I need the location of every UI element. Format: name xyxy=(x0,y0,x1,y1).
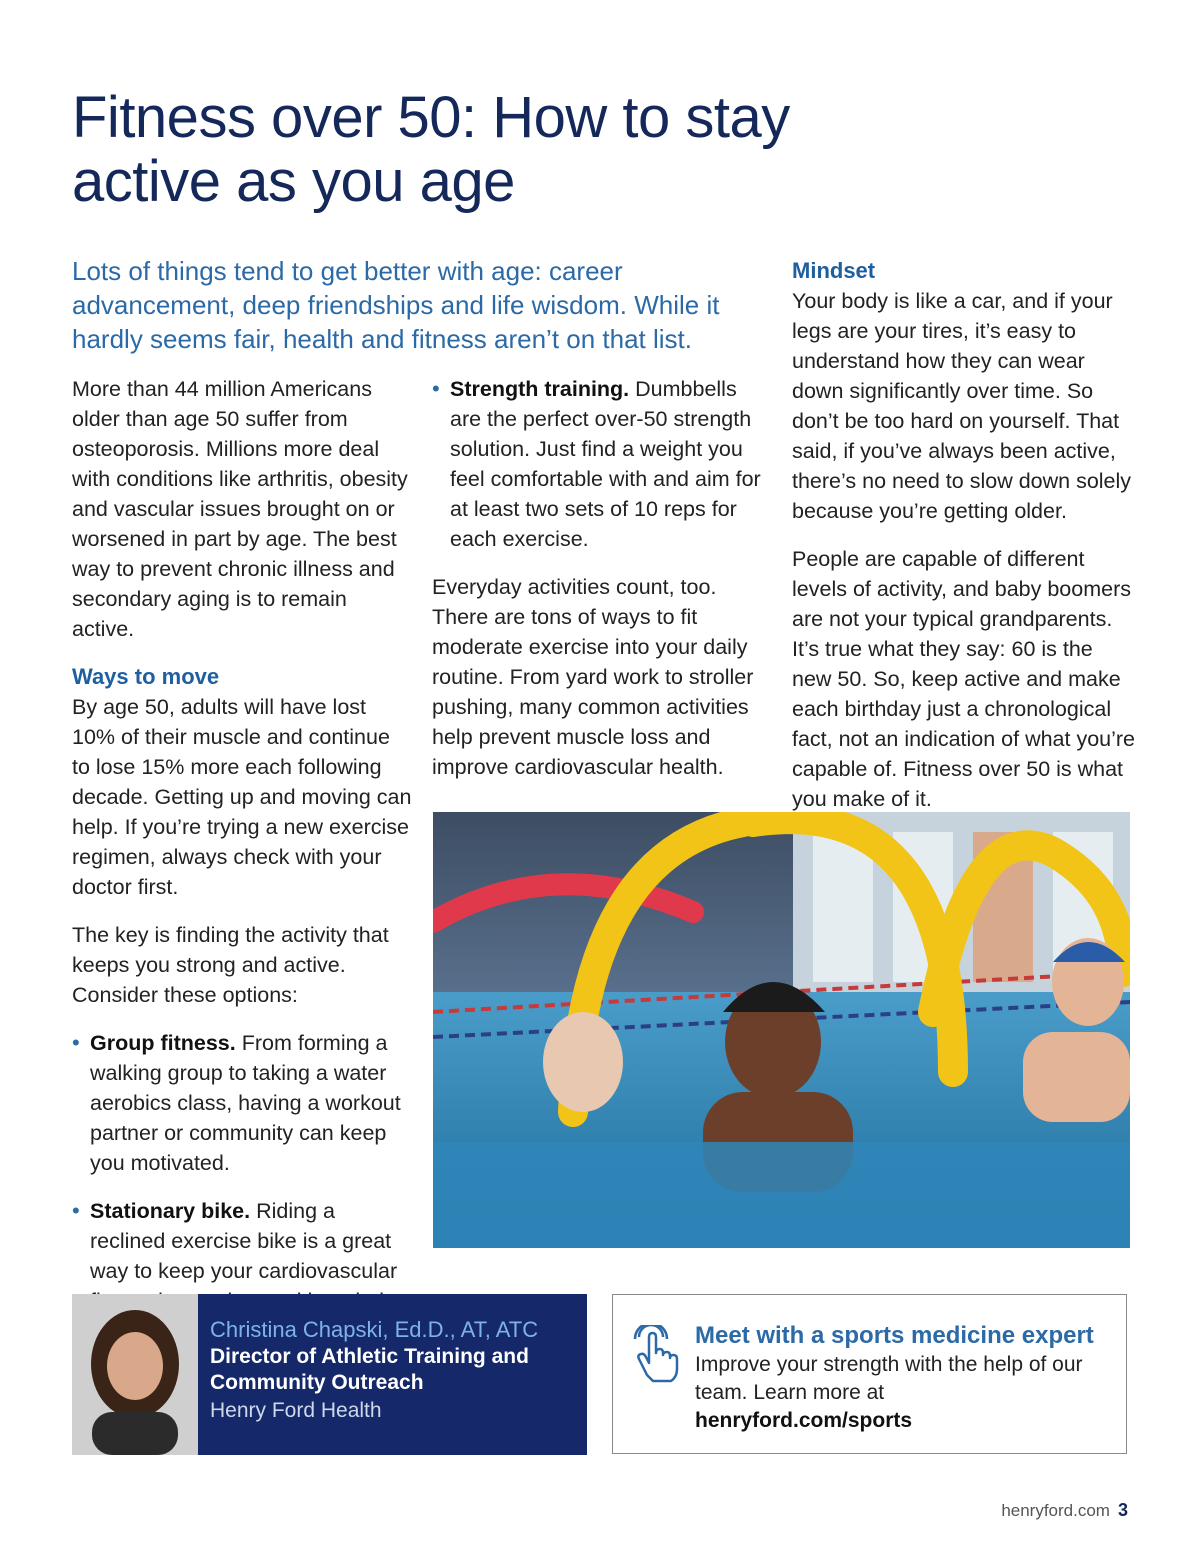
bullet-dot-icon: • xyxy=(72,1030,80,1055)
author-organization: Henry Ford Health xyxy=(210,1399,382,1422)
author-photo xyxy=(72,1294,198,1455)
author-name: Christina Chapski, Ed.D., AT, ATC xyxy=(210,1317,539,1342)
column-middle xyxy=(432,374,762,800)
mindset-heading: Mindset xyxy=(792,258,876,283)
author-info xyxy=(210,1316,580,1426)
sports-link[interactable]: henryford.com/sports xyxy=(695,1409,913,1432)
bullet-title: Strength training. xyxy=(450,377,630,401)
intro-paragraph: More than 44 million Americans older than age 50 suffer from osteoporosis. Millions more deal with conditions like arthritis, obesity and vascular issues brought on or worsened in part by age. The best way to prevent chronic illness and secondary aging is to remain active. xyxy=(72,377,408,641)
cta-text xyxy=(695,1321,1115,1435)
page-number: 3 xyxy=(1117,1500,1128,1520)
ways-to-move-heading: Ways to move xyxy=(72,664,220,689)
author-role: Director of Athletic Training and Community Outreach xyxy=(210,1345,529,1394)
article-lede: Lots of things tend to get better with age: career advancement, deep friendships and life wisdom. While it hardly seems fair, health and fitness aren’t on that list. xyxy=(72,256,720,354)
bullet-title: Group fitness. xyxy=(90,1031,236,1055)
bullet-text: From forming a walking group to taking a water aerobics class, having a workout partner or community can keep you motivated. xyxy=(90,1031,401,1175)
cta-heading: Meet with a sports medicine expert xyxy=(695,1322,1094,1349)
bullet-text: Riding a reclined exercise bike is a great way to keep your cardiovascular xyxy=(90,1199,398,1283)
bullet-title: Stationary bike. xyxy=(90,1199,251,1223)
bullet-dot-icon: • xyxy=(72,1198,80,1223)
bullet-strength-training xyxy=(432,374,762,554)
mindset-paragraph-1: Your body is like a car, and if your legs are your tires, it’s easy to understand how they can wear down significantly over time. So don’t be too hard on yourself. That said, if you’ve always been active, there’s no need to slow down solely because you’re getting older. xyxy=(792,289,1132,523)
column-right xyxy=(792,256,1137,832)
footer-site[interactable]: henryford.com xyxy=(1001,1501,1110,1520)
mindset-paragraph-2: People are capable of different levels of activity, and baby boomers are not your typical grandparents. It’s true what they say: 60 is the new 50. So, keep active and make each birthday just a chronological fact, not an indication of what you’re capable of. Fitness over 50 is what you make of it. xyxy=(792,547,1136,811)
bullet-dot-icon: • xyxy=(432,376,440,401)
pointer-hand-icon xyxy=(633,1325,681,1385)
bullet-text: Dumbbells are the perfect over-50 strength solution. Just find a weight you feel comfortable with and aim for at least two sets of 10 reps for each exercise. xyxy=(450,377,761,551)
ways-paragraph: By age 50, adults will have lost 10% of their muscle and continue to lose 15% more each following decade. Getting up and moving can help. If you’re trying a new exercise regimen, always check with your doctor first. xyxy=(72,695,412,899)
cta-body: Improve your strength with the help of our team. Learn more at xyxy=(695,1353,1083,1404)
options-paragraph: The key is finding the activity that keeps you strong and active. Consider these options: xyxy=(72,923,389,1007)
water-aerobics-photo xyxy=(433,812,1130,1248)
article-title: Fitness over 50: How to stay active as you age xyxy=(72,85,790,214)
sports-medicine-cta xyxy=(612,1294,1127,1454)
everyday-paragraph: Everyday activities count, too. There are tons of ways to fit moderate exercise into your daily routine. From yard work to stroller pushing, many common activities help prevent muscle loss and improve cardiovascular health. xyxy=(432,575,754,779)
bullet-group-fitness xyxy=(72,1028,412,1178)
page-footer xyxy=(1001,1500,1128,1521)
author-card xyxy=(72,1294,587,1455)
column-left xyxy=(72,374,412,1364)
